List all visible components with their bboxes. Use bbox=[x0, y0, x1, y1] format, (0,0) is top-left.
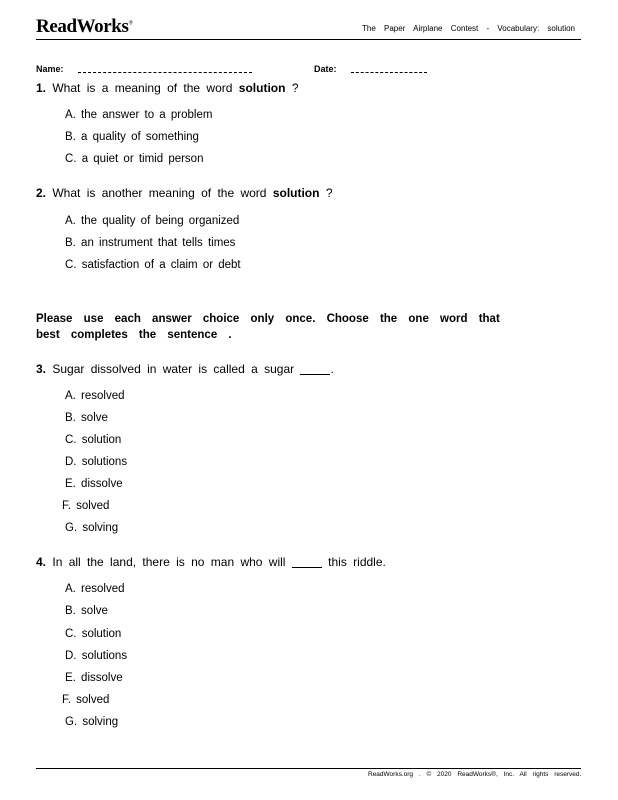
answer-option[interactable]: C. solution bbox=[65, 434, 122, 446]
question-text-end: ? bbox=[325, 186, 333, 200]
answer-option[interactable]: C. solution bbox=[65, 628, 122, 640]
answer-option[interactable]: E. dissolve bbox=[65, 672, 123, 684]
question-3 bbox=[36, 362, 334, 376]
answer-option[interactable]: C. a quiet or timid person bbox=[65, 153, 204, 165]
answer-option[interactable]: F. solved bbox=[62, 694, 110, 706]
answer-option[interactable]: B. solve bbox=[65, 412, 108, 424]
question-text: In all the land, there is no man who will bbox=[52, 555, 286, 569]
worksheet-title: The Paper Airplane Contest - Vocabulary: solution bbox=[362, 24, 575, 33]
answer-option[interactable]: D. solutions bbox=[65, 456, 128, 468]
question-number: 1. bbox=[36, 81, 47, 95]
answer-option[interactable]: B. an instrument that tells times bbox=[65, 237, 236, 249]
question-4 bbox=[36, 555, 386, 569]
question-1 bbox=[36, 81, 299, 95]
logo-registered-mark: ® bbox=[128, 20, 133, 27]
question-keyword: solution bbox=[272, 186, 320, 200]
answer-option[interactable]: A. resolved bbox=[65, 390, 125, 402]
answer-option[interactable]: B. solve bbox=[65, 605, 108, 617]
answer-option[interactable]: C. satisfaction of a claim or debt bbox=[65, 259, 241, 271]
question-keyword: solution bbox=[238, 81, 286, 95]
answer-option[interactable]: B. a quality of something bbox=[65, 131, 199, 143]
date-blank-line[interactable] bbox=[351, 72, 427, 73]
answer-option[interactable]: A. the answer to a problem bbox=[65, 109, 213, 121]
question-text: What is a meaning of the word bbox=[52, 81, 233, 95]
date-field[interactable] bbox=[314, 64, 427, 74]
answer-option[interactable]: G. solving bbox=[65, 716, 119, 728]
answer-blank bbox=[292, 557, 322, 568]
question-text-end: this riddle. bbox=[328, 555, 386, 569]
header-divider bbox=[36, 39, 581, 40]
question-text: Sugar dissolved in water is called a sugar bbox=[52, 362, 295, 376]
question-number: 3. bbox=[36, 362, 47, 376]
question-2 bbox=[36, 186, 333, 200]
answer-option[interactable]: E. dissolve bbox=[65, 478, 123, 490]
footer-copyright: ReadWorks.org . © 2020 ReadWorks®, Inc. All rights reserved. bbox=[368, 771, 582, 778]
footer-divider bbox=[36, 768, 581, 769]
name-field[interactable] bbox=[36, 64, 252, 74]
logo-text: ReadWorks bbox=[36, 16, 129, 37]
readworks-logo bbox=[36, 16, 133, 38]
question-text: What is another meaning of the word bbox=[52, 186, 267, 200]
question-text-end: . bbox=[330, 362, 334, 376]
name-blank-line[interactable] bbox=[78, 72, 252, 73]
answer-blank bbox=[300, 364, 330, 375]
question-text-end: ? bbox=[291, 81, 299, 95]
answer-option[interactable]: A. resolved bbox=[65, 583, 125, 595]
answer-option[interactable]: G. solving bbox=[65, 522, 119, 534]
date-label: Date: bbox=[314, 64, 337, 74]
instructions-text: Please use each answer choice only once. Choose the one word that best completes the sentence . bbox=[36, 313, 500, 341]
answer-option[interactable]: F. solved bbox=[62, 500, 110, 512]
question-number: 2. bbox=[36, 186, 47, 200]
answer-option[interactable]: A. the quality of being organized bbox=[65, 215, 240, 227]
answer-option[interactable]: D. solutions bbox=[65, 650, 128, 662]
name-label: Name: bbox=[36, 64, 64, 74]
question-number: 4. bbox=[36, 555, 47, 569]
